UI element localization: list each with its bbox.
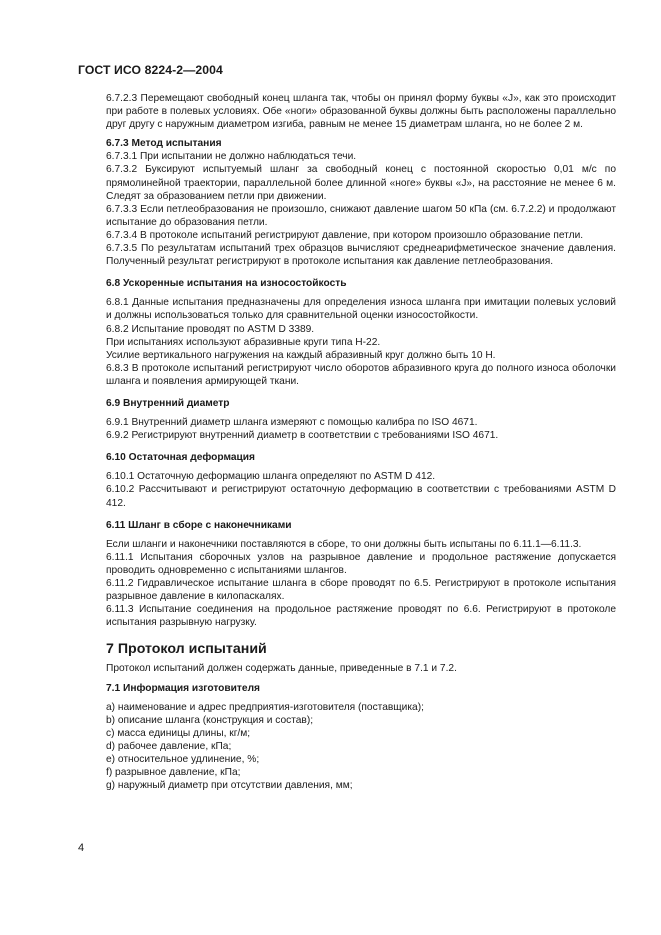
list-item: g) наружный диаметр при отсутствии давления, мм;: [106, 780, 353, 792]
paragraph-6-8-2-abrasive: При испытаниях используют абразивные круги типа Н-22.: [106, 336, 381, 348]
heading-6-11: 6.11 Шланг в сборе с наконечниками: [106, 519, 292, 531]
heading-6-9: 6.9 Внутренний диаметр: [106, 397, 230, 409]
paragraph-6-8-1: 6.8.1 Данные испытания предназначены для определения износа шланга при имитации полевых условий и должны использоваться только для сравнительной оценки износостойкости.: [106, 297, 616, 322]
paragraph-6-7-3-4: 6.7.3.4 В протоколе испытаний регистрируют давление, при котором произошло образование петли.: [106, 229, 584, 241]
paragraph-6-11-1: 6.11.1 Испытания сборочных узлов на разрывное давление и продольное растяжение допускается проводить одновременно с испытаниями шлангов.: [106, 551, 616, 576]
heading-6-10: 6.10 Остаточная деформация: [106, 452, 255, 464]
paragraph-6-7-3-2: 6.7.3.2 Буксируют испытуемый шланг за свободный конец с постоянной скоростью 0,01 м/с по прямолинейной траектории, параллельной более длинной «ноге» буквы «J», на расстояние не менее 6 м. Следят за образованием петли при движении.: [106, 164, 616, 202]
list-item: c) масса единицы длины, кг/м;: [106, 727, 251, 739]
paragraph-6-7-2-3: 6.7.2.3 Перемещают свободный конец шланга так, чтобы он принял форму буквы «J», как это происходит при работе в полевых условиях. Обе «ноги» образованной буквы должны быть расположены параллельно друг другу с наружным диаметром изгиба, равным не менее 15 диаметрам шланга, но не более 2 м.: [106, 93, 616, 131]
paragraph-6-7-3-3: 6.7.3.3 Если петлеобразования не произошло, снижают давление шагом 50 кПа (см. 6.7.2.2) и продолжают испытание до образования петли.: [106, 203, 616, 228]
paragraph-6-11-3: 6.11.3 Испытание соединения на продольное растяжение проводят по 6.6. Регистрируют в протоколе испытания разрывную нагрузку.: [106, 604, 616, 629]
list-item: f) разрывное давление, кПа;: [106, 767, 241, 779]
document-body: [106, 92, 616, 792]
paragraph-6-11-2: 6.11.2 Гидравлическое испытание шланга в сборе проводят по 6.5. Регистрируют в протоколе испытания разрывное давление в килопаскалях.: [106, 578, 616, 603]
list-item: e) относительное удлинение, %;: [106, 754, 260, 766]
paragraph-6-8-2: 6.8.2 Испытание проводят по ASTM D 3389.: [106, 323, 315, 335]
heading-7: 7 Протокол испытаний: [106, 641, 267, 658]
list-item: a) наименование и адрес предприятия-изготовителя (поставщика);: [106, 701, 424, 713]
paragraph-7-intro: Протокол испытаний должен содержать данные, приведенные в 7.1 и 7.2.: [106, 663, 457, 675]
heading-7-1: 7.1 Информация изготовителя: [106, 682, 261, 694]
paragraph-6-10-2: 6.10.2 Рассчитывают и регистрируют остаточную деформацию в соответствии с требованиями ASTM D 412.: [106, 484, 616, 509]
paragraph-6-11-intro: Если шланги и наконечники поставляются в сборе, то они должны быть испытаны по 6.11.1—6.11.3.: [106, 538, 582, 550]
list-item: d) рабочее давление, кПа;: [106, 740, 232, 752]
heading-6-8: 6.8 Ускоренные испытания на износостойкость: [106, 278, 347, 290]
paragraph-6-8-2-load: Усилие вертикального нагружения на каждый абразивный круг должно быть 10 Н.: [106, 349, 496, 361]
page-number: 4: [78, 842, 85, 854]
paragraph-6-9-2: 6.9.2 Регистрируют внутренний диаметр в соответствии с требованиями ISO 4671.: [106, 430, 499, 442]
heading-6-7-3: 6.7.3 Метод испытания: [106, 138, 222, 150]
paragraph-6-8-3: 6.8.3 В протоколе испытаний регистрируют число оборотов абразивного круга до полного износа оболочки шланга и появления армирующей ткани.: [106, 362, 616, 387]
paragraph-6-7-3-5: 6.7.3.5 По результатам испытаний трех образцов вычисляют среднеарифметическое значение давления. Полученный результат регистрируют в протоколе испытания как давление петлеобразования.: [106, 243, 616, 268]
document-header: ГОСТ ИСО 8224-2—2004: [78, 63, 223, 77]
paragraph-6-7-3-1: 6.7.3.1 При испытании не должно наблюдаться течи.: [106, 151, 357, 163]
paragraph-6-9-1: 6.9.1 Внутренний диаметр шланга измеряют с помощью калибра по ISO 4671.: [106, 417, 478, 429]
paragraph-6-10-1: 6.10.1 Остаточную деформацию шланга определяют по ASTM D 412.: [106, 471, 436, 483]
list-item: b) описание шланга (конструкция и состав);: [106, 714, 314, 726]
